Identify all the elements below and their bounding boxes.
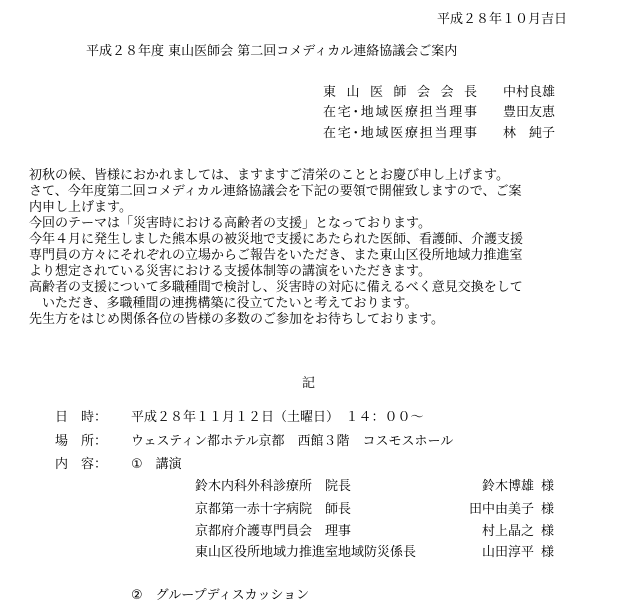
body-line: 先生方をはじめ関係各位の皆様の多数のご参加をお待ちしております。 xyxy=(29,312,444,327)
speaker-org: 東山区役所地域力推進室地域防災係長 xyxy=(195,545,417,560)
sender-row xyxy=(323,85,556,100)
speaker-honorific: 様 xyxy=(541,479,555,494)
sender-name: 中村良雄 xyxy=(503,85,556,100)
content-label: 内 容： xyxy=(55,457,108,472)
speaker-honorific: 様 xyxy=(541,545,555,560)
sender-role: 在宅･地域医療担当理事 xyxy=(323,105,477,120)
speaker-row xyxy=(195,545,555,560)
body-line: 今年４月に発生しました熊本県の被災地で支援にあたられた医師、看護師、介護支援 xyxy=(29,232,524,247)
datetime-value: 平成２８年１１月１２日（土曜日） １４：００～ xyxy=(131,410,424,425)
content-value: ① 講演 xyxy=(131,457,182,472)
ki-heading: 記 xyxy=(302,376,316,391)
body-line: より想定されている災害における支援体制等の講演をいただきます。 xyxy=(29,264,431,279)
body-line: 初秋の候、皆様におかれましては、ますますご清栄のこととお慶び申し上げます。 xyxy=(29,168,509,183)
sender-name: 豊田友恵 xyxy=(503,105,556,120)
speaker-honorific: 様 xyxy=(541,502,555,517)
speaker-name: 山田淳平 xyxy=(481,545,534,560)
speaker-name: 鈴木博雄 xyxy=(481,479,534,494)
body-text xyxy=(29,168,589,328)
speaker-org: 京都第一赤十字病院 師長 xyxy=(195,502,352,517)
document-title: 平成２８年度 東山医師会 第二回コメディカル連絡協議会ご案内 xyxy=(86,44,458,59)
speaker-name: 村上晶之 xyxy=(481,524,534,539)
document-date: 平成２８年１０月吉日 xyxy=(436,12,567,27)
speaker-row xyxy=(195,524,555,539)
speaker-row xyxy=(195,502,555,517)
speaker-org: 鈴木内科外科診療所 院長 xyxy=(195,479,352,494)
place-label: 場 所： xyxy=(55,434,108,449)
body-line: いただき、多職種間の連携構築に役立てたいと考えております。 xyxy=(42,296,418,311)
body-line: 内申し上げます。 xyxy=(29,200,132,215)
sender-row xyxy=(323,105,556,120)
discussion-item: ② グループディスカッション xyxy=(131,588,310,603)
place-value: ウェスティン都ホテル京都 西館３階 コスモスホール xyxy=(131,434,454,449)
sender-role: 在宅･地域医療担当理事 xyxy=(323,126,477,141)
body-line: さて、今年度第二回コメディカル連絡協議会を下記の要領で開催致しますので、ご案 xyxy=(29,184,522,199)
sender-name: 林 純子 xyxy=(503,126,556,141)
speaker-name: 田中由美子 xyxy=(468,502,534,517)
datetime-label: 日 時： xyxy=(55,410,108,425)
body-line: 専門員の方々にそれぞれの立場からご報告をいただき、また東山区役所地域力推進室 xyxy=(29,248,523,263)
sender-role: 東山医師会会長 xyxy=(323,85,477,100)
speaker-org: 京都府介護専門員会 理事 xyxy=(195,524,352,539)
speaker-honorific: 様 xyxy=(541,524,555,539)
body-line: 今回のテーマは「災害時における高齢者の支援」となっております。 xyxy=(29,216,431,231)
sender-row xyxy=(323,126,556,141)
speaker-row xyxy=(195,479,555,494)
body-line: 高齢者の支援について多職種間で検討し、災害時の対応に備えるべく意見交換をして xyxy=(29,280,523,295)
